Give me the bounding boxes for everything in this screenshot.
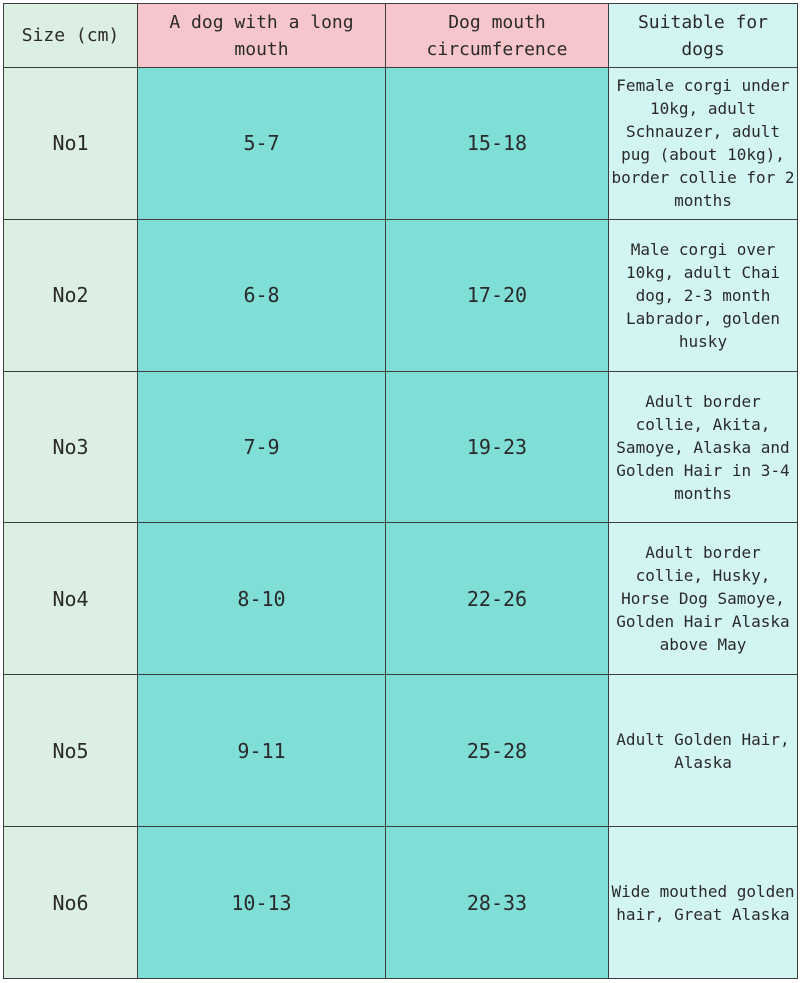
- table-row: [4, 675, 798, 827]
- cell-suitable: Wide mouthed golden hair, Great Alaska: [609, 827, 798, 979]
- cell-size: No1: [4, 68, 138, 220]
- header-suitable: Suitable for dogs: [609, 4, 798, 68]
- header-mouth-length: A dog with a long mouth: [138, 4, 386, 68]
- cell-size: No2: [4, 219, 138, 371]
- table-row: [4, 371, 798, 523]
- table-row: [4, 827, 798, 979]
- table-row: [4, 523, 798, 675]
- cell-mouth-length: 9-11: [138, 675, 386, 827]
- cell-suitable: Adult border collie, Akita, Samoye, Alaska and Golden Hair in 3-4 months: [609, 371, 798, 523]
- table-row: [4, 68, 798, 220]
- cell-mouth-length: 10-13: [138, 827, 386, 979]
- table-header: [4, 4, 798, 68]
- cell-size: No4: [4, 523, 138, 675]
- cell-mouth-length: 5-7: [138, 68, 386, 220]
- cell-mouth-length: 8-10: [138, 523, 386, 675]
- cell-circumference: 22-26: [386, 523, 609, 675]
- cell-suitable: Male corgi over 10kg, adult Chai dog, 2-3 month Labrador, golden husky: [609, 219, 798, 371]
- cell-circumference: 19-23: [386, 371, 609, 523]
- cell-size: No6: [4, 827, 138, 979]
- header-row: [4, 4, 798, 68]
- cell-circumference: 25-28: [386, 675, 609, 827]
- cell-size: No3: [4, 371, 138, 523]
- cell-circumference: 15-18: [386, 68, 609, 220]
- cell-size: No5: [4, 675, 138, 827]
- table-row: [4, 219, 798, 371]
- cell-mouth-length: 6-8: [138, 219, 386, 371]
- header-circumference: Dog mouth circumference: [386, 4, 609, 68]
- size-chart-table: [3, 3, 798, 979]
- cell-suitable: Adult Golden Hair, Alaska: [609, 675, 798, 827]
- cell-mouth-length: 7-9: [138, 371, 386, 523]
- table-body: [4, 68, 798, 979]
- cell-suitable: Female corgi under 10kg, adult Schnauzer, adult pug (about 10kg), border collie for 2 months: [609, 68, 798, 220]
- header-size: Size (cm): [4, 4, 138, 68]
- cell-suitable: Adult border collie, Husky, Horse Dog Samoye, Golden Hair Alaska above May: [609, 523, 798, 675]
- cell-circumference: 28-33: [386, 827, 609, 979]
- cell-circumference: 17-20: [386, 219, 609, 371]
